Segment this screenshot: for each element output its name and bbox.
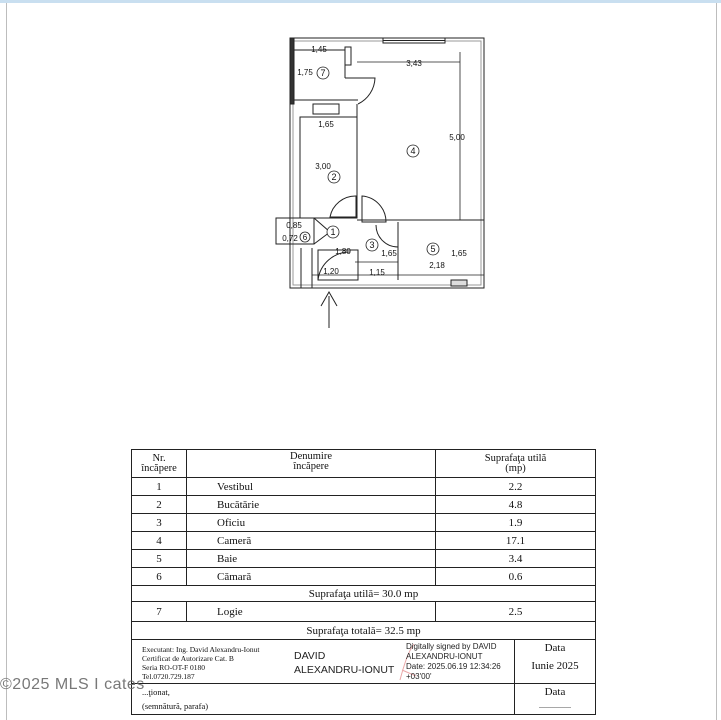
row-area: 4.8: [508, 498, 523, 511]
digital-sign-line2: ALEXANDRU-IONUT: [406, 652, 483, 661]
dim-logia-width: 1,45: [311, 45, 327, 54]
row-nr: 5: [132, 550, 187, 567]
row-name: Vestibul: [187, 478, 436, 495]
header-nr-line2: încăpere: [141, 462, 177, 474]
table-row: [132, 496, 595, 514]
dim-entrance-width: 1,20: [323, 267, 339, 276]
header-area-line1: Suprafaţa utilă: [484, 452, 547, 464]
beneficiary-block: [132, 684, 595, 714]
dim-office-depth: 1,65: [381, 249, 397, 258]
row-area: 2.2: [508, 480, 523, 493]
table-row: [132, 602, 595, 622]
dim-kitchen-width: 1,65: [318, 120, 334, 129]
row-area: 3.4: [508, 552, 523, 565]
header-name: [187, 450, 436, 477]
signature-block: [132, 640, 595, 684]
door-arc-room: [362, 196, 386, 222]
dim-room-depth: 5,00: [449, 133, 465, 142]
area-table: [131, 449, 596, 715]
series-line: Seria RO-OT-F 0180: [142, 663, 206, 672]
header-area-line2: (mp): [505, 462, 526, 474]
stamp-note: (semnătură, parafa): [142, 701, 209, 711]
executant-name: Executant: Ing. David Alexandru-Ionut: [142, 645, 260, 654]
row-nr: 7: [132, 602, 187, 621]
date-label-2: Data: [544, 686, 566, 698]
table-row: [132, 514, 595, 532]
table-row: [132, 568, 595, 586]
date-label: Data: [544, 642, 566, 654]
room-number-2: 2: [331, 172, 337, 182]
door-arc-kitchen: [330, 196, 356, 217]
dim-pantry-width: 0,85: [286, 221, 302, 230]
dim-pantry-depth: 0,72: [282, 234, 298, 243]
room-number-1: 1: [330, 227, 336, 237]
room-number-6: 6: [302, 233, 308, 242]
signer-name-line2: ALEXANDRU-IONUT: [294, 664, 395, 676]
logia-wall: [290, 38, 294, 104]
row-area: 1.9: [508, 516, 523, 529]
digital-sign-line1: Digitally signed by DAVID: [406, 642, 497, 651]
row-name: Bucătărie: [187, 496, 436, 513]
date-value: Iunie 2025: [531, 660, 579, 672]
dim-kitchen-depth: 3,00: [315, 162, 331, 171]
room-number-7: 7: [320, 68, 326, 78]
row-area: 0.6: [508, 570, 523, 583]
row-nr: 6: [132, 568, 187, 585]
dim-bath-depth: 1,65: [451, 249, 467, 258]
header-name-line2: încăpere: [293, 461, 329, 472]
watermark: ©2025 MLS I cates: [0, 676, 145, 693]
row-nr: 3: [132, 514, 187, 531]
beneficiary-cell: [132, 684, 515, 714]
beneficiary-line: ...ţionat,: [142, 687, 170, 697]
row-nr: 2: [132, 496, 187, 513]
header-area: [436, 450, 595, 477]
window-logia: [345, 47, 351, 65]
certificate-line: Certificat de Autorizare Cat. B: [142, 654, 234, 663]
dim-room-width: 3,43: [406, 59, 422, 68]
row-area: 2.5: [508, 605, 523, 618]
room-number-3: 3: [369, 240, 375, 250]
dim-bath-width: 2,18: [429, 261, 445, 270]
digital-sign-line3: Date: 2025.06.19 12:34:26: [406, 662, 501, 671]
date-dots: ................: [539, 701, 571, 710]
row-name: Cămară: [187, 568, 436, 585]
row-nr: 4: [132, 532, 187, 549]
room-number-4: 4: [410, 146, 416, 156]
useful-total: Suprafaţa utilă= 30.0 mp: [308, 587, 419, 600]
header-name-line1: Denumire: [290, 451, 332, 462]
grand-total: Suprafaţa totală= 32.5 mp: [306, 624, 421, 637]
row-name: Oficiu: [187, 514, 436, 531]
phone-line: Tel.0720.729.187: [142, 672, 195, 681]
row-name: Cameră: [187, 532, 436, 549]
window-kitchen: [313, 104, 339, 114]
vent-box: [451, 280, 467, 286]
signer-name-line1: DAVID: [294, 650, 326, 662]
header-nr: [132, 450, 187, 477]
header-nr-line1: Nr.: [152, 452, 166, 464]
dim-hall-depth: 1,80: [335, 247, 351, 256]
dim-office-width: 1,15: [369, 268, 385, 277]
table-row: [132, 478, 595, 496]
table-row: [132, 532, 595, 550]
grand-total-row: [132, 622, 595, 640]
row-nr: 1: [132, 478, 187, 495]
dim-logia-depth: 1,75: [297, 68, 313, 77]
executant-cell: [132, 640, 515, 683]
row-area: 17.1: [505, 534, 526, 547]
room-number-5: 5: [430, 244, 436, 254]
table-row: [132, 550, 595, 568]
digital-sign-line4: +03'00': [406, 672, 432, 681]
table-header-row: [132, 450, 595, 478]
useful-total-row: [132, 586, 595, 602]
row-name: Logie: [187, 602, 436, 621]
row-name: Baie: [187, 550, 436, 567]
